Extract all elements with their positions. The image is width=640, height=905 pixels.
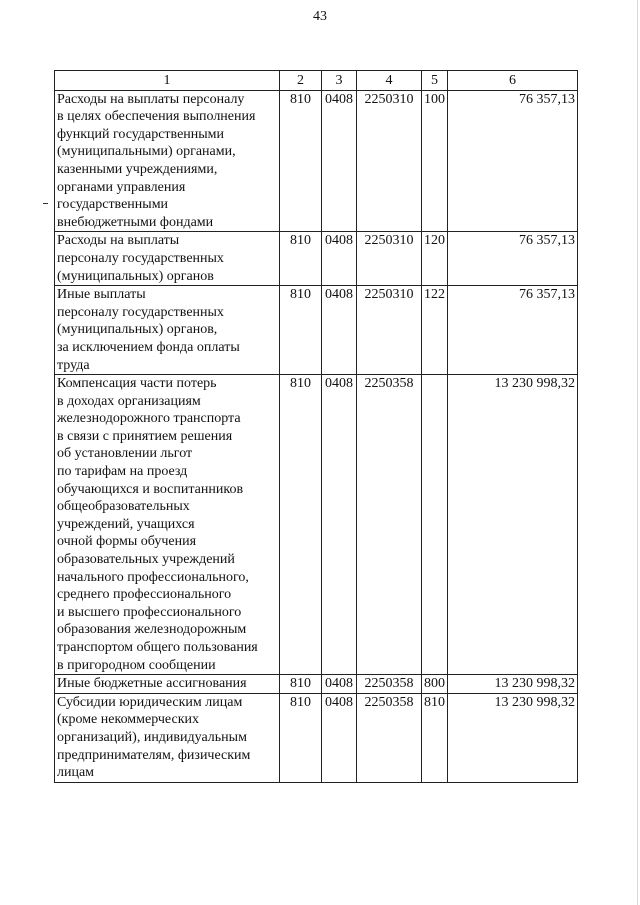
row-name-line: транспортом общего пользования xyxy=(57,640,258,655)
row-name-line: в пригородном сообщении xyxy=(57,657,216,673)
amount-cell: 76 357,13 xyxy=(448,286,578,375)
scan-edge-line xyxy=(637,0,638,905)
section-code-cell: 0408 xyxy=(322,375,357,675)
row-name-line: общеобразовательных xyxy=(57,499,190,515)
budget-table xyxy=(54,70,578,783)
target-article-cell: 2250310 xyxy=(357,232,422,286)
table-row xyxy=(55,675,578,694)
table-row xyxy=(55,375,578,675)
table-row xyxy=(55,90,578,232)
header-col-4: 4 xyxy=(357,71,422,91)
row-name-cell xyxy=(55,693,280,782)
admin-code-cell: 810 xyxy=(280,286,322,375)
row-name-line: обучающихся и воспитанников xyxy=(57,481,244,497)
header-col-1: 1 xyxy=(55,71,280,91)
section-code-cell: 0408 xyxy=(322,675,357,694)
row-name-line: по тарифам на проезд xyxy=(57,464,188,480)
header-col-6: 6 xyxy=(448,71,578,91)
row-name-line: учреждений, учащихся xyxy=(57,516,195,532)
target-article-cell: 2250310 xyxy=(357,286,422,375)
row-name-line: за исключением фонда оплаты xyxy=(57,339,240,355)
row-name-line: персоналу государственных xyxy=(57,304,224,320)
admin-code-cell: 810 xyxy=(280,90,322,232)
expense-type-cell: 122 xyxy=(422,286,448,375)
target-article-cell: 2250358 xyxy=(357,693,422,782)
row-name-line: в целях обеспечения выполнения xyxy=(57,109,256,125)
row-name-line: (муниципальных) органов, xyxy=(57,322,218,338)
amount-cell: 13 230 998,32 xyxy=(448,375,578,675)
admin-code-cell: 810 xyxy=(280,675,322,694)
expense-type-cell: 120 xyxy=(422,232,448,286)
target-article-cell: 2250358 xyxy=(357,375,422,675)
row-name-line: функций государственными xyxy=(57,126,225,142)
row-name-line: Расходы на выплаты персоналу xyxy=(57,91,245,107)
row-name-line: государственными xyxy=(57,197,169,213)
section-code-cell: 0408 xyxy=(322,693,357,782)
row-name-line: органами управления xyxy=(57,179,186,195)
table-row xyxy=(55,693,578,782)
row-name-cell xyxy=(55,232,280,286)
row-name-line: Расходы на выплаты xyxy=(57,233,180,249)
amount-cell: 76 357,13 xyxy=(448,90,578,232)
row-name-line: предпринимателям, физическим xyxy=(57,747,251,763)
target-article-cell: 2250310 xyxy=(357,90,422,232)
expense-type-cell: 810 xyxy=(422,693,448,782)
row-name-line: Компенсация части потерь xyxy=(57,376,217,392)
expense-type-cell xyxy=(422,375,448,675)
row-name-line: в доходах организациям xyxy=(57,393,201,409)
row-name-line: труда xyxy=(57,357,90,373)
row-name-line: и высшего профессионального xyxy=(57,604,242,620)
section-code-cell: 0408 xyxy=(322,286,357,375)
row-name-cell xyxy=(55,675,280,694)
header-col-2: 2 xyxy=(280,71,322,91)
row-name-line: в связи с принятием решения xyxy=(57,428,233,444)
margin-mark xyxy=(43,203,48,204)
row-name-line: образовательных учреждений xyxy=(57,552,235,568)
target-article-cell: 2250358 xyxy=(357,675,422,694)
section-code-cell: 0408 xyxy=(322,90,357,232)
row-name-line: Субсидии юридическим лицам xyxy=(57,694,243,710)
admin-code-cell: 810 xyxy=(280,375,322,675)
admin-code-cell: 810 xyxy=(280,693,322,782)
row-name-line: (муниципальными) органами, xyxy=(57,144,236,160)
header-col-3: 3 xyxy=(322,71,357,91)
row-name-line: внебюджетными фондами xyxy=(57,214,214,230)
row-name-line: организаций), индивидуальным xyxy=(57,729,247,745)
row-name-cell xyxy=(55,375,280,675)
expense-type-cell: 100 xyxy=(422,90,448,232)
table-body xyxy=(55,90,578,782)
header-col-5: 5 xyxy=(422,71,448,91)
row-name-line: образования железнодорожным xyxy=(57,622,247,638)
row-name-line: (муниципальных) органов xyxy=(57,268,214,284)
row-name-line: Иные бюджетные ассигнования xyxy=(57,676,247,692)
row-name-line: среднего профессионального xyxy=(57,587,232,603)
row-name-line: об установлении льгот xyxy=(57,446,193,462)
table-header-row xyxy=(55,71,578,91)
row-name-line: очной формы обучения xyxy=(57,534,197,550)
expense-type-cell: 800 xyxy=(422,675,448,694)
row-name-line: лицам xyxy=(57,765,95,781)
admin-code-cell: 810 xyxy=(280,232,322,286)
row-name-cell xyxy=(55,90,280,232)
section-code-cell: 0408 xyxy=(322,232,357,286)
amount-cell: 13 230 998,32 xyxy=(448,693,578,782)
row-name-line: начального профессионального, xyxy=(57,569,249,585)
row-name-line: (кроме некоммерческих xyxy=(57,712,199,728)
row-name-line: Иные выплаты xyxy=(57,287,146,303)
page-number: 43 xyxy=(313,9,327,24)
table-row xyxy=(55,232,578,286)
table-row xyxy=(55,286,578,375)
amount-cell: 13 230 998,32 xyxy=(448,675,578,694)
amount-cell: 76 357,13 xyxy=(448,232,578,286)
row-name-line: железнодорожного транспорта xyxy=(57,411,241,427)
row-name-line: персоналу государственных xyxy=(57,250,224,266)
row-name-cell xyxy=(55,286,280,375)
row-name-line: казенными учреждениями, xyxy=(57,161,218,177)
